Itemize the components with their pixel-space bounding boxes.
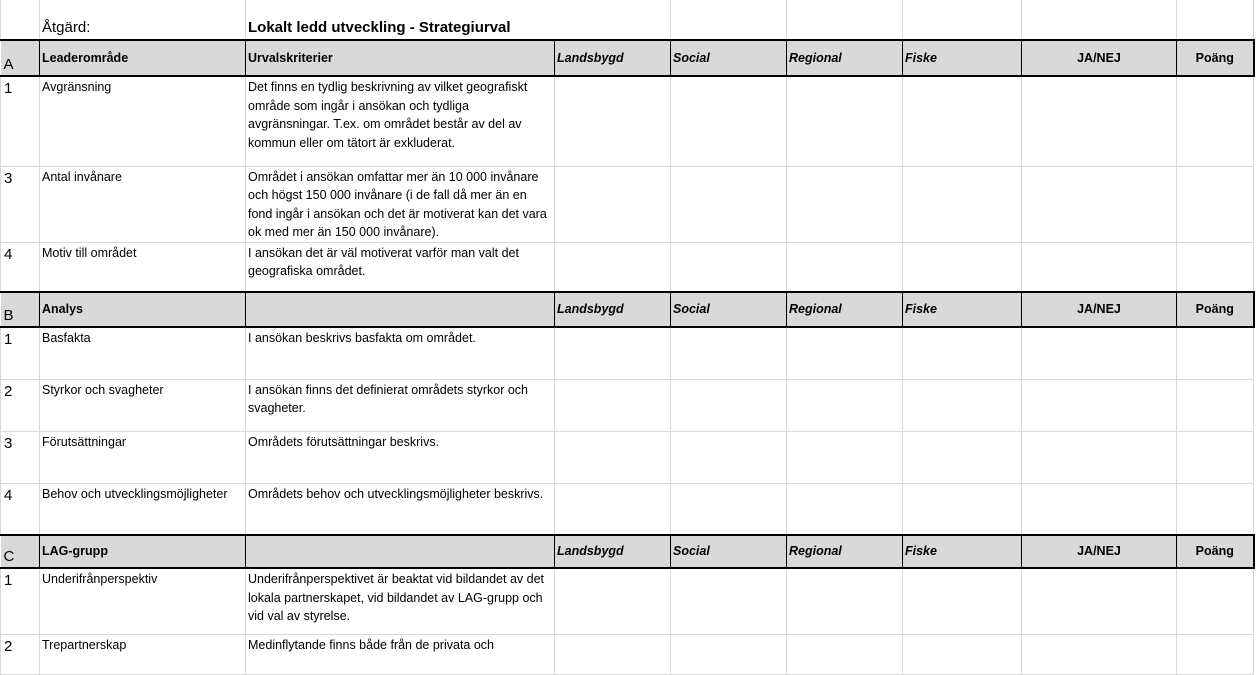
score-cell[interactable] xyxy=(903,568,1022,634)
score-cell[interactable] xyxy=(1022,379,1177,431)
score-cell[interactable] xyxy=(1177,76,1254,166)
row-label[interactable]: Behov och utvecklingsmöjligheter xyxy=(40,483,246,535)
table-row xyxy=(1,327,1254,379)
table-row xyxy=(1,76,1254,166)
score-cell[interactable] xyxy=(671,76,787,166)
score-cell[interactable] xyxy=(903,634,1022,674)
table-row xyxy=(1,242,1254,292)
score-cell[interactable] xyxy=(787,379,903,431)
criteria-header[interactable]: Urvalskriterier xyxy=(246,40,555,76)
header-social[interactable]: Social xyxy=(671,535,787,568)
cell-blank[interactable] xyxy=(671,0,787,40)
action-label[interactable]: Åtgärd: xyxy=(40,0,246,40)
header-landsbygd[interactable]: Landsbygd xyxy=(555,535,671,568)
row-label[interactable]: Avgränsning xyxy=(40,76,246,166)
score-cell[interactable] xyxy=(1177,327,1254,379)
score-cell[interactable] xyxy=(787,634,903,674)
score-cell[interactable] xyxy=(671,483,787,535)
section-letter[interactable]: C xyxy=(1,535,40,568)
score-cell[interactable] xyxy=(555,568,671,634)
row-number[interactable]: 4 xyxy=(1,242,40,292)
score-cell[interactable] xyxy=(555,431,671,483)
header-ja-nej[interactable]: JA/NEJ xyxy=(1022,292,1177,327)
row-criteria[interactable]: I ansökan det är väl motiverat varför man valt det geografiska området. xyxy=(246,242,555,292)
sheet-title[interactable]: Lokalt ledd utveckling - Strategiurval xyxy=(246,0,671,40)
header-fiske[interactable]: Fiske xyxy=(903,292,1022,327)
score-cell[interactable] xyxy=(1177,431,1254,483)
header-poang[interactable]: Poäng xyxy=(1177,292,1254,327)
score-cell[interactable] xyxy=(903,327,1022,379)
section-name[interactable]: Analys xyxy=(40,292,246,327)
section-header-a xyxy=(1,40,1254,76)
row-number[interactable]: 2 xyxy=(1,634,40,674)
row-criteria[interactable]: Underifrånperspektivet är beaktat vid bildandet av det lokala partnerskapet, vid bildandet av LAG-grupp och vid val av styrelse. xyxy=(246,568,555,634)
header-poang[interactable]: Poäng xyxy=(1177,535,1254,568)
row-number[interactable]: 4 xyxy=(1,483,40,535)
score-cell[interactable] xyxy=(1022,166,1177,242)
score-cell[interactable] xyxy=(1177,379,1254,431)
score-cell[interactable] xyxy=(1022,242,1177,292)
score-cell[interactable] xyxy=(1022,327,1177,379)
section-name[interactable]: LAG-grupp xyxy=(40,535,246,568)
row-label[interactable]: Basfakta xyxy=(40,327,246,379)
table-row xyxy=(1,379,1254,431)
section-header-c xyxy=(1,535,1254,568)
row-number[interactable]: 1 xyxy=(1,327,40,379)
section-header-b xyxy=(1,292,1254,327)
row-criteria[interactable]: Områdets förutsättningar beskrivs. xyxy=(246,431,555,483)
cell-blank[interactable] xyxy=(1,0,40,40)
table-row xyxy=(1,568,1254,634)
row-criteria[interactable]: I ansökan beskrivs basfakta om området. xyxy=(246,327,555,379)
score-cell[interactable] xyxy=(1177,634,1254,674)
score-cell[interactable] xyxy=(787,568,903,634)
row-label[interactable]: Trepartnerskap xyxy=(40,634,246,674)
row-label[interactable]: Förutsättningar xyxy=(40,431,246,483)
criteria-header[interactable] xyxy=(246,292,555,327)
cell-blank[interactable] xyxy=(1177,0,1254,40)
score-cell[interactable] xyxy=(1022,431,1177,483)
criteria-header[interactable] xyxy=(246,535,555,568)
score-cell[interactable] xyxy=(787,76,903,166)
header-social[interactable]: Social xyxy=(671,40,787,76)
header-fiske[interactable]: Fiske xyxy=(903,535,1022,568)
score-cell[interactable] xyxy=(903,166,1022,242)
score-cell[interactable] xyxy=(1177,166,1254,242)
score-cell[interactable] xyxy=(903,242,1022,292)
section-name[interactable]: Leaderområde xyxy=(40,40,246,76)
cell-blank[interactable] xyxy=(903,0,1022,40)
row-criteria[interactable]: I ansökan finns det definierat områdets styrkor och svagheter. xyxy=(246,379,555,431)
header-ja-nej[interactable]: JA/NEJ xyxy=(1022,40,1177,76)
row-number[interactable]: 1 xyxy=(1,76,40,166)
header-ja-nej[interactable]: JA/NEJ xyxy=(1022,535,1177,568)
row-number[interactable]: 2 xyxy=(1,379,40,431)
score-cell[interactable] xyxy=(903,431,1022,483)
score-cell[interactable] xyxy=(787,242,903,292)
score-cell[interactable] xyxy=(1022,76,1177,166)
cell-blank[interactable] xyxy=(787,0,903,40)
table-row xyxy=(1,431,1254,483)
score-cell[interactable] xyxy=(671,634,787,674)
row-criteria[interactable]: Det finns en tydlig beskrivning av vilket geografiskt område som ingår i ansökan och tydliga avgränsningar. T.ex. om området består av del av kommun eller om tätort är exkluderat. xyxy=(246,76,555,166)
table-row xyxy=(1,166,1254,242)
header-landsbygd[interactable]: Landsbygd xyxy=(555,292,671,327)
section-letter[interactable]: A xyxy=(1,40,40,76)
score-cell[interactable] xyxy=(1022,634,1177,674)
score-cell[interactable] xyxy=(671,431,787,483)
score-cell[interactable] xyxy=(787,483,903,535)
score-cell[interactable] xyxy=(1177,568,1254,634)
title-row xyxy=(1,0,1254,40)
row-label[interactable]: Motiv till området xyxy=(40,242,246,292)
row-number[interactable]: 3 xyxy=(1,431,40,483)
row-label[interactable]: Styrkor och svagheter xyxy=(40,379,246,431)
score-cell[interactable] xyxy=(903,379,1022,431)
section-letter[interactable]: B xyxy=(1,292,40,327)
score-cell[interactable] xyxy=(1177,242,1254,292)
score-cell[interactable] xyxy=(555,76,671,166)
score-cell[interactable] xyxy=(1022,568,1177,634)
score-cell[interactable] xyxy=(1022,483,1177,535)
score-cell[interactable] xyxy=(555,634,671,674)
table-row xyxy=(1,634,1254,674)
header-regional[interactable]: Regional xyxy=(787,535,903,568)
header-poang[interactable]: Poäng xyxy=(1177,40,1254,76)
score-cell[interactable] xyxy=(671,568,787,634)
row-criteria[interactable]: Medinflytande finns både från de privata och xyxy=(246,634,555,674)
score-cell[interactable] xyxy=(1177,483,1254,535)
cell-blank[interactable] xyxy=(1022,0,1177,40)
row-number[interactable]: 3 xyxy=(1,166,40,242)
row-criteria[interactable]: Området i ansökan omfattar mer än 10 000 invånare och högst 150 000 invånare (i de fall då mer än en fond ingår i ansökan och det är motiverat kan det vara ok med mer än 150 000 invånare). xyxy=(246,166,555,242)
row-label[interactable]: Underifrånperspektiv xyxy=(40,568,246,634)
score-cell[interactable] xyxy=(903,76,1022,166)
score-cell[interactable] xyxy=(671,166,787,242)
table-row xyxy=(1,483,1254,535)
header-social[interactable]: Social xyxy=(671,292,787,327)
score-cell[interactable] xyxy=(671,327,787,379)
score-cell[interactable] xyxy=(787,327,903,379)
header-fiske[interactable]: Fiske xyxy=(903,40,1022,76)
row-label[interactable]: Antal invånare xyxy=(40,166,246,242)
score-cell[interactable] xyxy=(555,242,671,292)
score-cell[interactable] xyxy=(903,483,1022,535)
score-cell[interactable] xyxy=(555,483,671,535)
row-criteria[interactable]: Områdets behov och utvecklingsmöjligheter beskrivs. xyxy=(246,483,555,535)
score-cell[interactable] xyxy=(787,431,903,483)
score-cell[interactable] xyxy=(671,379,787,431)
header-landsbygd[interactable]: Landsbygd xyxy=(555,40,671,76)
row-number[interactable]: 1 xyxy=(1,568,40,634)
score-cell[interactable] xyxy=(555,379,671,431)
header-regional[interactable]: Regional xyxy=(787,40,903,76)
header-regional[interactable]: Regional xyxy=(787,292,903,327)
score-cell[interactable] xyxy=(787,166,903,242)
score-cell[interactable] xyxy=(555,166,671,242)
score-cell[interactable] xyxy=(671,242,787,292)
score-cell[interactable] xyxy=(555,327,671,379)
